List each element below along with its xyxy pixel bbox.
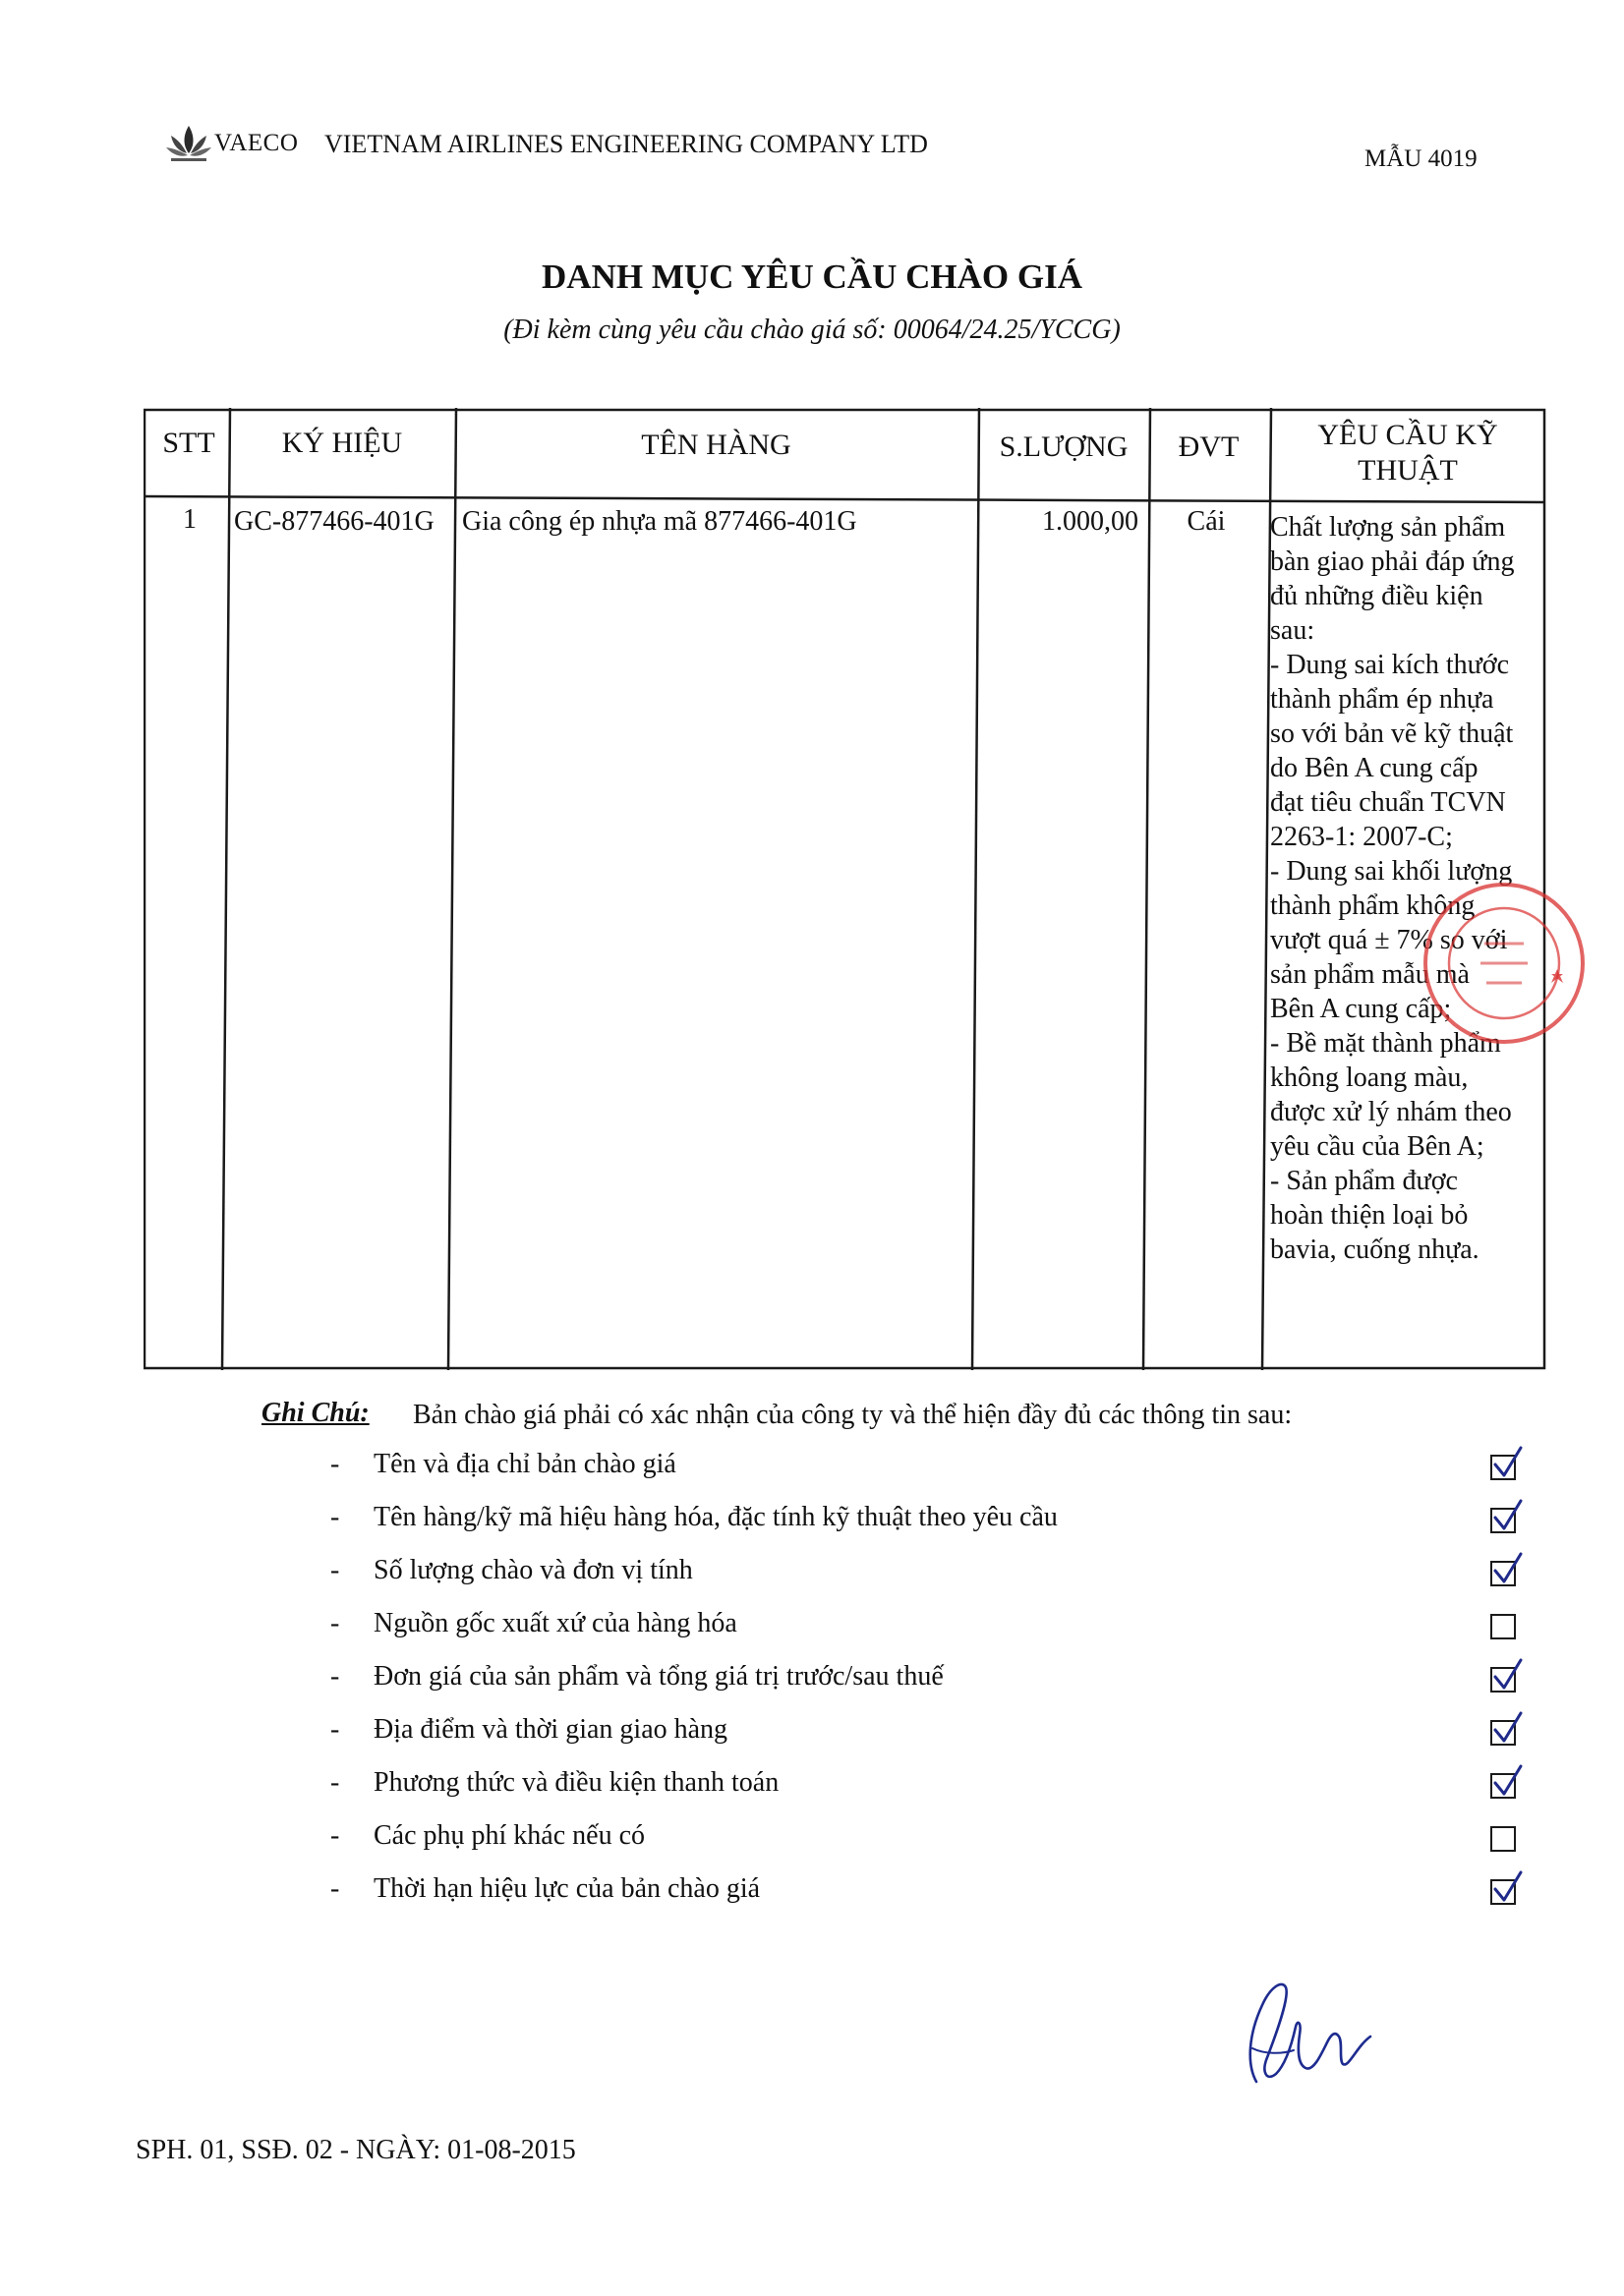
vaeco-logo-icon [165,122,212,163]
requirement-line: yêu cầu của Bên A; [1270,1131,1484,1162]
company-name: VIETNAM AIRLINES ENGINEERING COMPANY LTD [324,130,928,158]
checklist-item [330,1502,1549,1541]
requirement-line: đạt tiêu chuẩn TCVN [1270,787,1506,818]
requirement-line: thành phẩm ép nhựa [1270,684,1494,715]
checklist-text: Nguồn gốc xuất xứ của hàng hóa [374,1608,737,1638]
checklist-item [330,1767,1549,1807]
header-requirements-line2: THUẬT [1358,454,1458,487]
row1-stt: 1 [183,504,197,535]
checklist-dash: - [330,1714,340,1745]
checklist-text: Các phụ phí khác nếu có [374,1820,646,1851]
checklist-dash: - [330,1608,340,1638]
header-requirements [1274,418,1541,488]
checklist-item [330,1820,1549,1860]
header-name: TÊN HÀNG [641,429,791,461]
checklist-item [330,1449,1549,1488]
requirement-line: vượt quá ± 7% so với [1270,925,1508,955]
checklist-dash: - [330,1873,340,1904]
checklist-dash: - [330,1820,340,1851]
requirement-line: không loang màu, [1270,1062,1469,1093]
checklist-text: Thời hạn hiệu lực của bản chào giá [374,1873,761,1904]
row1-code: GC-877466-401G [234,506,435,537]
footer-revision: SPH. 01, SSĐ. 02 - NGÀY: 01-08-2015 [136,2135,576,2165]
checklist-text: Số lượng chào và đơn vị tính [374,1555,693,1585]
notes-intro: Bản chào giá phải có xác nhận của công ty và thể hiện đầy đủ các thông tin sau: [413,1400,1293,1430]
checklist-item [330,1873,1549,1913]
check-icon [1488,1549,1528,1590]
checklist-text: Địa điểm và thời gian giao hàng [374,1714,728,1745]
handwritten-signature [1237,1966,1374,2094]
row1-qty: 1.000,00 [1042,506,1138,537]
checklist-item [330,1555,1549,1594]
requirement-line: so với bản vẽ kỹ thuật [1270,718,1514,749]
header-stt: STT [162,427,215,459]
checklist-dash: - [330,1449,340,1479]
requirement-line: được xử lý nhám theo [1270,1097,1512,1127]
document-title: DANH MỤC YÊU CẦU CHÀO GIÁ [542,258,1082,296]
header-qty: S.LƯỢNG [999,430,1129,463]
form-number: MẪU 4019 [1364,145,1478,172]
row1-unit: Cái [1187,506,1226,537]
requirement-line: sau: [1270,615,1315,646]
check-icon [1488,1708,1528,1750]
requirement-line: - Dung sai kích thước [1270,650,1510,680]
checklist-dash: - [330,1661,340,1692]
checklist-text: Tên hàng/kỹ mã hiệu hàng hóa, đặc tính kỹ thuật theo yêu cầu [374,1502,1058,1532]
checklist-text: Tên và địa chỉ bản chào giá [374,1449,676,1479]
check-icon [1488,1496,1528,1537]
checklist-item [330,1608,1549,1647]
requirement-line: Chất lượng sản phẩm [1270,512,1506,543]
requirement-line: sản phẩm mẫu mà [1270,959,1470,990]
checklist-text: Đơn giá của sản phẩm và tổng giá trị trước/sau thuế [374,1661,944,1692]
header-requirements-line1: YÊU CẦU KỸ [1317,419,1498,451]
checklist-dash: - [330,1502,340,1532]
requirement-line: hoàn thiện loại bỏ [1270,1200,1469,1231]
requirement-line: Bên A cung cấp; [1270,994,1452,1024]
requirement-line: thành phẩm không [1270,890,1476,921]
checklist-text: Phương thức và điều kiện thanh toán [374,1767,780,1798]
header-unit: ĐVT [1178,430,1240,463]
checklist-dash: - [330,1555,340,1585]
checklist-item [330,1661,1549,1700]
check-icon [1488,1761,1528,1803]
checklist-item [330,1714,1549,1753]
requirement-line: do Bên A cung cấp [1270,753,1479,783]
check-icon [1488,1443,1528,1484]
quotation-table [144,404,1547,1371]
notes-label: Ghi Chú: [261,1398,370,1428]
requirement-line: bavia, cuống nhựa. [1270,1234,1479,1265]
requirement-line: 2263-1: 2007-C; [1270,822,1453,852]
requirement-line: - Dung sai khối lượng [1270,856,1513,887]
checkbox-icon [1490,1614,1516,1639]
checkbox-icon [1490,1826,1516,1852]
requirement-line: - Sản phẩm được [1270,1166,1458,1196]
checklist-dash: - [330,1767,340,1798]
brand-name: VAECO [214,130,299,156]
requirement-line: đủ những điều kiện [1270,581,1483,611]
header-code: KÝ HIỆU [281,427,403,459]
check-icon [1488,1655,1528,1696]
row1-name: Gia công ép nhựa mã 877466-401G [462,506,857,537]
requirement-line: bàn giao phải đáp ứng [1270,546,1515,577]
requirement-line: - Bề mặt thành phẩm [1270,1028,1501,1059]
company-stamp [1416,875,1593,1052]
check-icon [1488,1867,1528,1909]
document-subtitle: (Đi kèm cùng yêu cầu chào giá số: 00064/24.25/YCCG) [503,315,1121,345]
